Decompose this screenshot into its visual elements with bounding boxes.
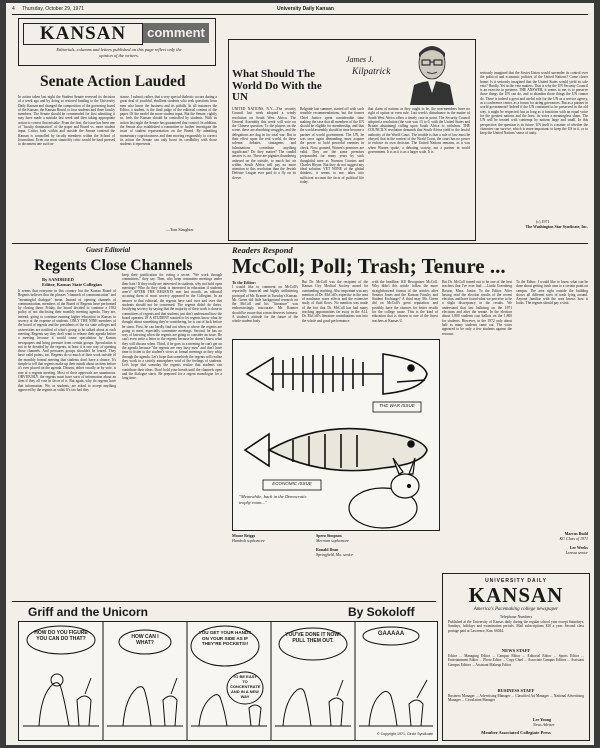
letters-signature-2 [516,531,588,541]
letters-headline: McColl; Poll; Trash; Tenure ... [232,254,506,278]
kansan-adviser-title: News Adviser [533,722,555,727]
sig3-name: Lee Weeks [569,545,588,550]
sig1-title: Humbolt sophomore [232,538,265,543]
guest-byline-title: Editor, Kansas State Collegian [42,282,102,287]
letters-col-5-text: To the Editor: I would like to know what can be done about getting trash cans to a certain point on campus. The area right outside the building shows all different sorts of trash lying around. Anyone familiar with the area knows how it looks. The regents should pay a visit. [516,280,588,306]
letters-col-5 [516,280,588,528]
sig3-title: Lenexa senior [565,550,588,555]
sig2-name: Marcus Budd [564,531,588,536]
comic-strip [18,621,438,741]
kansan-masthead-box [442,573,590,741]
comment-box [18,18,216,66]
comment-kansan: KANSAN [23,23,143,45]
section-rule [12,243,588,244]
fish-label-economic: ECONOMIC ISSUE [272,481,312,486]
kansan-telephone: Telephone Numbers [499,614,533,619]
guest-col-2-text: keep their justification for voting a secret. "We work through committees," they say. Then, why keep committee meetings under their hats? If they really are interested in students, why not hold open meetings? Who do they think is interested in education if students aren't? AFTER THE REGENTS met last month, an editorial accusing them of most secrecy appeared in the Collegian. In an answer to that editorial, the regents have said over and over that students should not be concerned. The regents didn't do theirs. Justifying secrecy by saying that the majority of their work is done in committees of regents and that students just don't understand how the board operates. IF A STUDENT wanted to let regents know what he thought about something they're considering, he is out of luck before he starts. First, he can hardly find out when or where the regents are going to meet, especially committee meetings. Second, he has no way of knowing when the regents are going to consider an issue. He can't even write a letter to the regents because he doesn't know what they will discuss when. Third, if he goes to a meeting he can't get on the agenda because "the regents are very busy men" and don't have time to listen to the student's views at formal meetings as they whip through the agenda. Let's hope that somebody the regents will realize they work in a strictly atmosphere void of the feelings of students. Let's hope that someday the regents realize that students can contribute their ideas. Don't hold your breath until the channels open and the dialogue starts. Be prepared for a regent monologue for a long time. [122,273,222,381]
comic-bubble-2: HOW CAN I WHAT? [131,634,159,646]
comment-label: comment [143,23,209,43]
kilpatrick-col-3-text: that claim of nations as they ought to be, the non-members have no right of option or even rule. Last week's disturbance in the matter of South West Africa offers a timely case in point. The Security Council adopted a resolution (the vote was 13 to 0, with the United States and Britain abstaining) calling upon South Africa to withdraw. THE COUNCIL'S resolution demands that South Africa yield to the lawful authority of the World Court. The trouble is that a rule of law must be obeyed, that in the context of the World Court, the court has no power to enforce its own decision. The United Nations remains, as it was when Warren spoke, a debating society, not a partner in world government. It is as it is as a larger scale. It is [368,107,470,154]
comic-bubble-5: YOU'VE DONE IT NOW! PULL THEM OUT. [285,632,341,644]
letters-to-editor: To the Editor: [232,280,257,285]
fish-cartoon [232,339,440,531]
letters-col-4-text: But Dr. McColl turned out to be one of the best teachers that I've ever had. —Linda Greenberg Boston, Mass. Junior. To the Editor: After having read the election results of the recent election, and have found what we perceive to be a slight discrepancy in the results. We understand that last balloting on the 1971 elections and after the senate. In the election about 1,800 students cast ballots on the 1,800 for students. However, in the 1972 only about half as many students came out. The votes appeared to be only a few students against the recount. [442,280,512,336]
kilpatrick-headline: What Should The World Do With the UN [232,68,322,103]
kansan-business-label: BUSINESS STAFF [497,688,535,693]
paper-name: University Daily Kansan [277,6,334,12]
letters-col-1-text: I would like to comment on McColl's reportedly financial and highly unflattering portrayal of Mr. Kramer in Tuesday's Kansan. Mr. Green did little background research on the McColl and his "literature" was embarrassingly inaccurate. Mr. Kramer should be aware that a man deserves fairness. A student's attitude for the future of the whole student body. [232,285,298,324]
sig5-title: Springfield, Mo. senior [316,552,354,557]
kansan-title-main: KANSAN [468,583,564,607]
kansan-tagline: America's Pacemaking college newspaper [473,607,559,612]
kilpatrick-right-col [480,71,588,217]
guest-col-1 [18,289,116,597]
letters-col-4 [442,280,512,568]
page-date: Thursday, October 29, 1971 [22,6,84,12]
guest-col-2 [122,273,222,597]
letters-signature-4 [316,533,396,543]
guest-label: Guest Editorial [86,246,131,254]
lead-col-2 [120,95,217,227]
comic-author: By Sokoloff [348,605,415,619]
kilpatrick-firstname: James J. [346,55,374,64]
kansan-adviser-name: Lee Young [533,717,551,722]
guest-headline: Regents Close Channels [34,257,193,274]
comic-bubble-3: YOU GET YOUR HANDS ON YOUR SIDE AS IF THEY'RE POCKETS!! [198,630,252,646]
kilpatrick-lastname: Kilpatrick [352,67,391,77]
letters-signature-1 [232,533,312,543]
kilpatrick-col-2-text: Belgrade last summer, started off with such sensible recommendations, but the former Chief Justice spent considerable time making the case that all members of the UN should be eligible for membership, and that the world assembly should in time become a partner of world government. The UN, he was once again demanding, must acquire the power to hold powerful enemies in check. Now, granted, Warren's premises are valid. They are the same premises propounded for many years by such thoughtful men as Norman Cousins and Charles Rhyne. But they do not suggest any ideal solution. VET NONE of the global thinkers, it seems to me, takes into sufficient account the facts of political life today. [300,107,364,185]
kilpatrick-syndicate: The Washington Star Syndicate, Inc. [525,224,588,229]
kansan-newsstaff-label: NEWS STAFF [501,648,531,653]
guest-byline: By SANDREED [42,277,74,282]
comic-bubble-4: TO BE EASY TO CONCENTRATE AND IN A NEW WAY [230,674,261,699]
lead-col-1-text: In action taken last night the Student Senate reversed its decision of a week ago and by doing so restored funding to the University Daily Kansan and changed the composition of the governing board of the Kansan, the Kansan Board, to four students and three faculty members. The Senate should be commended for first admitting it may have made a mistake last week and then taking appropriate action to correct that mistake. From the first, the issue has been one of "faculty domination" of the paper and Board vs. more student input. Critics both within and outside the Senate contend the Kansan is controlled by faculty members within the School of Journalism. Even our most staunchly critic would be hard pressed to document one such in- [18,95,115,147]
header-rule [12,14,588,15]
lead-headline: Senate Action Lauded [40,73,186,90]
letters-signature-3 [516,545,588,555]
kilpatrick-col-2 [300,107,364,235]
comic-bubble-1: HOW DO YOU FIGURE YOU CAN DO THAT? [34,630,88,642]
comic-title: Griff and the Unicorn [28,605,148,619]
lead-col-1 [18,95,115,233]
kilpatrick-col-1 [232,107,296,235]
letters-col-3-text: with the headline: KU Recognizes McColl. Why didn't this article follow the more straightforward format of the articles after Senator Jones and the Kansan Faculty and Student Exchange? A third may Mr. Green did on McColl's great reputation, and possibly have the chances for better results for the college cause. This is the kind of education that is chosen to one of the finest teachers at Kansas U. [372,280,438,323]
letters-col-3 [372,280,438,337]
sig4-name: Spero Simpson [316,533,342,538]
letters-col-1 [232,285,298,337]
kilpatrick-portrait [404,41,460,105]
page-number: 4 [12,6,15,12]
kansan-newsstaff: Editor ... Managing Editor ... Campus Editor ... Editorial Editor ... Sports Editor ... Entertainment Editor ... Photo Editor ... Copy Chief ... Associate Campus Editors ... Assistant Campus Editors ... Assistant Makeup Editor [448,654,584,667]
kilpatrick-right-text: seriously imagined that the Soviet Union would surrender its control over the political and economic policies of the United Nations? Come closer home: Is it seriously imagined that the United States would yield its sole veto? Hardly. Yet in the veto matters. That is why the UN Security Council is an exercise in pretense. THE ANSWER, it seems to me, is to preserve those things the UN can do, and to abandon those things the UN cannot do. There is indeed a great and useful role for the UN as a service agency, as a conference center, as a forum for airing grievances. But as a partner in world government? Indeed if the UN continued to be preserved in the old way, it might be respected; but as long as it functions with an equal voice for the greatest nations and the least, its votes a meaningless sham. The UN will be treated with contempt by nations large and small. In this perspective, the question is its future. UN itself is a matter of whether the character can survive, which is more important: to keep the US in it, or to keep the United Nations' sense of unity. [480,71,588,136]
kilpatrick-col-1-text: UNITED NATIONS, N.Y.—The security Council last week adopted a windy resolution on South West Africa. The General Assembly this week will vote on the Chinese question. To the players on the scene, these are absorbing struggles, and the delegations are dug in for total war. But in their effect upon the real world, do these solemn debates, stratagems and fulminations contribute anything significant? Do they matter? The candid answer is, no. These are pigmies thundering unheard on the outside, to much hot air within. South Africa will pay no more attention to this resolution than the Jewish Defense League ever paid to a fly on its sleeve. [232,107,296,180]
letters-signature-5 [316,547,396,557]
letters-label: Readers Respond [232,245,293,255]
kansan-title-top: UNIVERSITY DAILY [485,578,547,584]
sig1-name: Moose Briggs [232,533,256,538]
kansan-member: Member Associated Collegiate Press [481,730,551,735]
fish-caption: "Meanwhile, back in the Democratic trophy room..." [239,494,307,505]
comic-copyright: © Copyright 1971, Circle Syndicate [377,732,433,736]
lead-col-2-text: stance. I submit, rather, that a very special dialectic occurs during a great deal of youthful, ebullient students who seek questions from men who know the business and its pitfalls. In all instances the Editor, a student, is the final judge of the editorial content of the paper. Of the model the more student input. But the Senate, rightly so, feels the Kansan should be controlled by students. With its action last night the Senate has guaranteed that control. In addition, the Senate also established a committee to further investigate the issue of student representation on the Board. By admitting momentary capriciousness and then moving responsibly to correct its action the Senate can only boost its credibility with those students it represents. [120,95,217,147]
page-header [12,6,588,14]
comment-note: Editorials, columns and letters published on this page reflect only the opinion of the writers. [56,47,182,58]
comic-bubble-6: GAAAAA [377,631,405,637]
newspaper-page [6,3,594,745]
sig2-title: KU Class of 1971 [559,536,588,541]
comic-rule [12,601,436,602]
sig5-name: Ronald Dean [316,547,339,552]
fish-label-war: THE WAR ISSUE [379,403,415,408]
sig4-title: Merriam sophomore [316,538,349,543]
letters-col-2 [302,280,368,337]
kansan-business: Business Manager ... Advertising Manager ... Classified Ad Manager ... National Advertising Manager ... Circulation Manager [448,694,584,703]
kilpatrick-copyright: (c) 1971 [536,219,550,224]
kansan-intro: Published at the University of Kansas daily during the regular school year except Saturdays, Sundays, holidays and examination periods. Mail subscriptions $10 a year. Second class postage paid at Lawrence, Kan. 66044. [448,620,584,633]
letters-col-2-text: But Dr. McColl was the recipient of the Kansas City Medical Society award for outstanding teaching. Also important was any mention of Dr. McColl's expertise in the area of nonlinear wave effects and the extensive study of fluid flows. No mention was made of the fact that Dr. McColl has had many teaching opportunities far away in the ALL Dr. McColl's literature contributions was into the whole and good performance. [302,280,368,323]
kilpatrick-col-3 [368,107,470,235]
guest-col-1-text: It seems that everyone in this country but the Kansas Board of Regents believes that the phrases "channels of communication" and "meaningful dialogue" mean. Instead of opening channels of communication, members of the Board of Regents have performed by closing them. Friday, the board decided to continue a 1952 policy of not disclosing their monthly meeting agenda. They are, instead, going to continue running higher education in Kansas in secrecy at the expense of students. ONLY THE NINE members of the board of regents and the presidents of the six state colleges and universities are notified of what's going to be talked about at each meeting. Regents say they don't want to release their agenda before a meeting because it would cause speculation by Kansas newspapers and bring pressure from certain groups. Speculation is not to be dreaded by the regents, at least it is one way of opening those channels. And pressures groups shouldn't be feared. They have valid points, too. Regents do so much of their work outside of the monthly formal meeting that students don't have a chance. It's simple to tell that regents make up their minds about an item before it's ever placed on the agenda. Dissent, either vocally or by vote, is rare at a regents meeting. Most of their approvals are unanimous. OBVIOUSLY, the regents must have sorts of information about an item if they all vote in favor of it. But again, why do regents have that information. We, as students, are asked to accept anything approved by the regents as valid. It's too bad they [18,289,116,392]
lead-byline: —Tom Slaughter [166,227,194,232]
